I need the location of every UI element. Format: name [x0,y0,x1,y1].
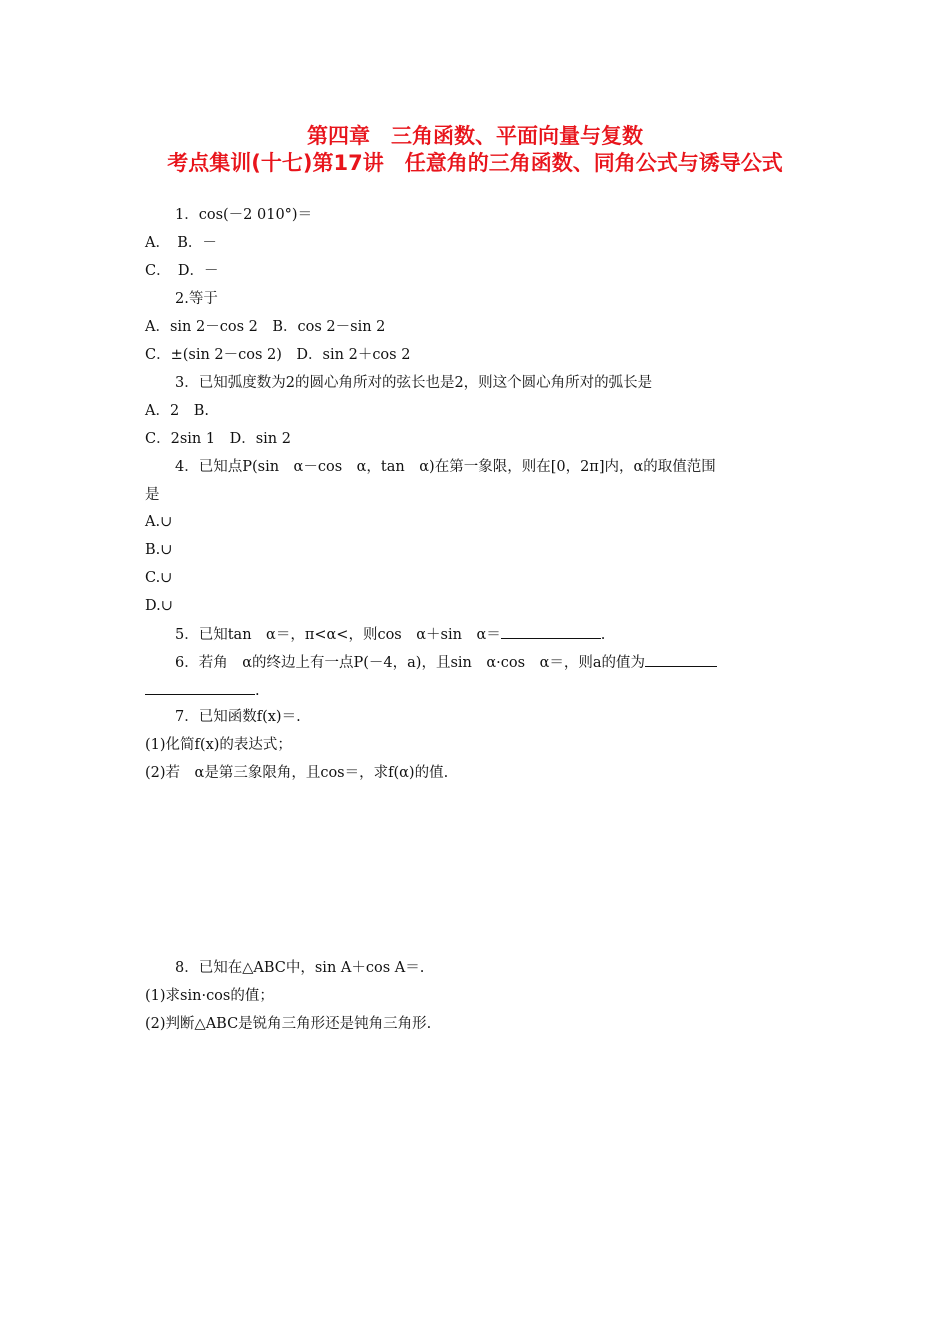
q6-line-2 [145,680,260,701]
q4-option-a: A.∪ [145,514,173,530]
q2-options-ab: A．sin 2－cos 2 B．cos 2－sin 2 [145,319,386,335]
q5-line [175,624,605,645]
q4-stem: 4．已知点P(sin α－cos α，tan α)在第一象限，则在[0，2π]内，α的取值范围 [175,459,716,475]
q6-answer-blank-continued[interactable] [145,680,255,695]
q3-options-ab: A．2 B. [145,403,209,419]
q5-end: . [600,627,606,643]
q6-end: . [255,683,260,699]
q4-stem-continued: 是 [145,487,160,503]
q2-stem: 2.等于 [175,291,218,307]
q4-option-b: B.∪ [145,542,173,558]
q7-stem: 7．已知函数f(x)＝. [175,709,301,725]
q4-option-c: C.∪ [145,570,173,586]
q3-options-cd: C．2sin 1 D．sin 2 [145,431,291,447]
q2-options-cd: C．±(sin 2－cos 2) D．sin 2＋cos 2 [145,347,411,363]
q3-stem: 3．已知弧度数为2的圆心角所对的弦长也是2，则这个圆心角所对的弧长是 [175,375,653,391]
q1-stem: 1．cos(－2 010°)＝ [175,207,313,223]
q1-options-ab: A． B．－ [145,235,217,251]
q4-option-d: D.∪ [145,598,173,614]
q5-answer-blank[interactable] [501,624,601,639]
q7-part-1: (1)化简f(x)的表达式； [145,737,292,753]
q6-answer-blank[interactable] [645,652,717,667]
q8-part-2: (2)判断△ABC是锐角三角形还是钝角三角形. [145,1016,432,1032]
q6-stem: 6．若角 α的终边上有一点P(－4，a)，且sin α·cos α＝，则a的值为 [175,655,646,671]
q8-stem: 8．已知在△ABC中，sin A＋cos A＝. [175,960,425,976]
section-title: 考点集训(十七)第17讲 任意角的三角函数、同角公式与诱导公式 [167,151,783,175]
chapter-title: 第四章 三角函数、平面向量与复数 [307,124,643,148]
q5-stem: 5．已知tan α＝，π<α<，则cos α＋sin α＝ [175,627,501,643]
q7-part-2: (2)若 α是第三象限角，且cos＝，求f(α)的值. [145,765,449,781]
q6-line [175,652,717,673]
q1-options-cd: C． D．－ [145,263,219,279]
q8-part-1: (1)求sin·cos的值； [145,988,274,1004]
